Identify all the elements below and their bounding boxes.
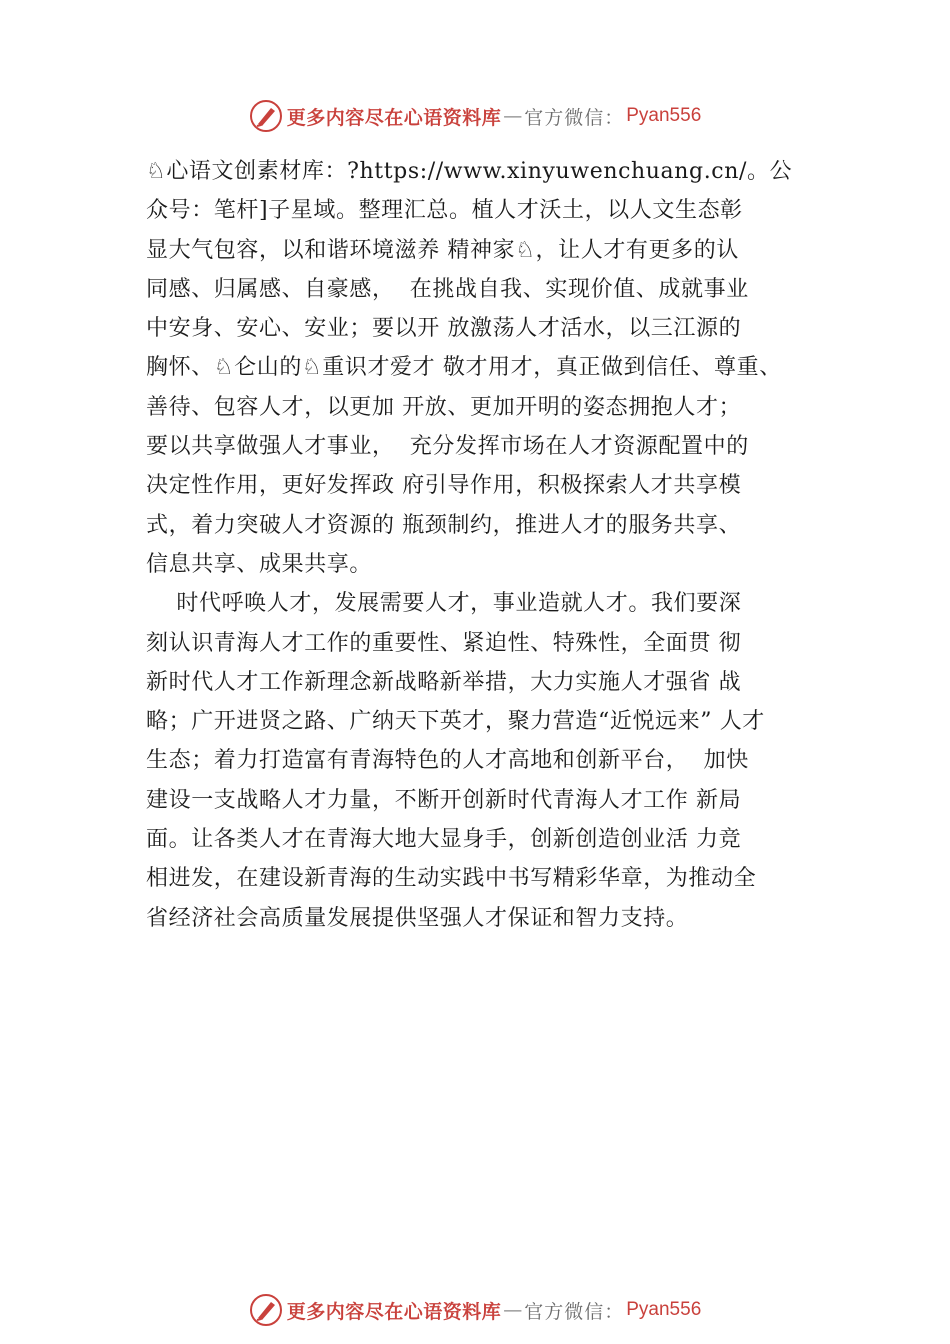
- body-line: 新时代人才工作新理念新战略新举措，大力实施人才强省 战: [146, 669, 742, 695]
- footer-banner: [0, 1290, 950, 1330]
- body-line: 显大气包容，以和谐环境滋养 精神家♘，让人才有更多的认: [146, 237, 739, 263]
- footer-wechat-id: Pyan556: [626, 1299, 702, 1320]
- header-wechat-id: Pyan556: [626, 105, 702, 126]
- footer-separator: —: [503, 1299, 523, 1321]
- body-line: 生态；着力打造富有青海特色的人才高地和创新平台， 加快: [146, 748, 749, 774]
- body-line: 决定性作用，更好发挥政 府引导作用，积极探索人才共享模: [146, 473, 742, 499]
- body-line: 面。让各类人才在青海大地大显身手，创新创造创业活 力竞: [146, 827, 742, 853]
- body-line: 中安身、安心、安业；要以开 放激荡人才活水，以三江源的: [146, 316, 742, 342]
- header-wechat-label: 官方微信：: [524, 106, 625, 129]
- body-line: ♘心语文创素材库：?https://www.xinyuwenchuang.cn/。公: [146, 159, 793, 184]
- pen-logo-icon: [249, 99, 283, 133]
- body-line: 胸怀、♘仑山的♘重识才爱才 敬才用才，真正做到信任、尊重、: [146, 355, 782, 381]
- body-line: 要以共享做强人才事业， 充分发挥市场在人才资源配置中的: [146, 434, 749, 460]
- body-line: 建设一支战略人才力量，不断开创新时代青海人才工作 新局: [146, 787, 742, 813]
- body-line: 略；广开进贤之路、广纳天下英才，聚力营造“近悦远来” 人才: [146, 709, 765, 735]
- document-body: [146, 152, 846, 938]
- body-line: 众号：笔杆]子星域。整理汇总。植人才沃土，以人文生态彰: [146, 198, 743, 224]
- header-banner: [0, 96, 950, 136]
- body-line: 刻认识青海人才工作的重要性、紧迫性、特殊性，全面贯 彻: [146, 630, 742, 656]
- body-line: 同感、归属感、自豪感， 在挑战自我、实现价值、成就事业: [146, 276, 749, 302]
- footer-wechat-label: 官方微信：: [524, 1300, 625, 1323]
- pen-logo-icon: [249, 1293, 283, 1327]
- body-line: 相进发，在建设新青海的生动实践中书写精彩华章，为推动全: [146, 866, 757, 892]
- header-brand-text: 更多内容尽在心语资料库: [286, 106, 502, 129]
- body-line: 信息共享、成果共享。: [146, 551, 373, 577]
- body-line: 善待、包容人才，以更加 开放、更加开明的姿态拥抱人才；: [146, 394, 742, 420]
- header-separator: —: [503, 105, 523, 127]
- footer-brand-text: 更多内容尽在心语资料库: [286, 1300, 502, 1323]
- body-line: 时代呼唤人才，发展需要人才，事业造就人才。我们要深: [146, 591, 742, 617]
- body-line: 省经济社会高质量发展提供坚强人才保证和智力支持。: [146, 905, 689, 931]
- body-line: 式，着力突破人才资源的 瓶颈制约，推进人才的服务共享、: [146, 512, 742, 538]
